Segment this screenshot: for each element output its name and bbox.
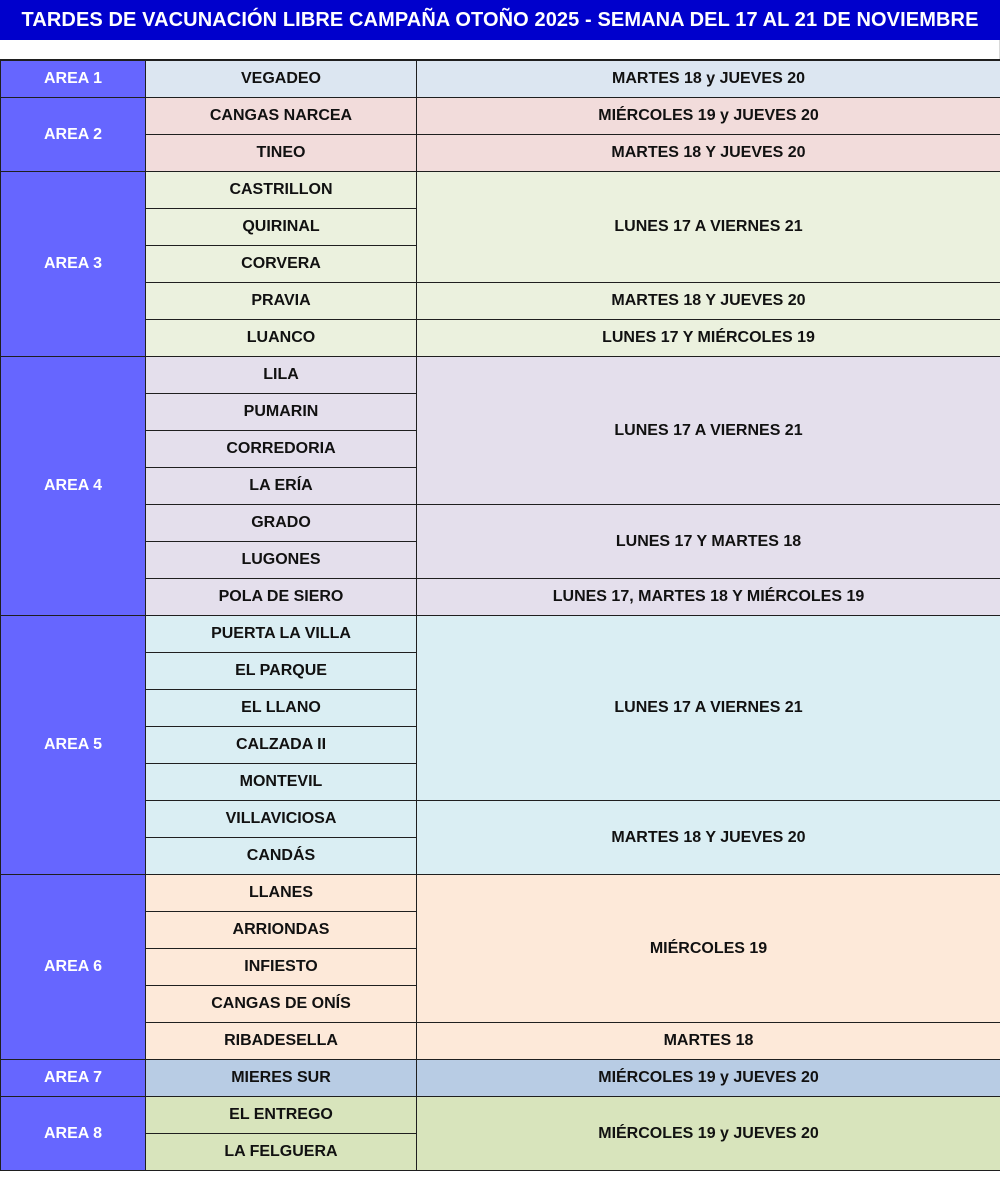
table-row <box>1 579 1000 616</box>
table-row <box>1 172 1000 209</box>
area-label: AREA 7 <box>1 1060 146 1097</box>
health-center-name: EL PARQUE <box>146 653 417 690</box>
vaccination-days: MIÉRCOLES 19 y JUEVES 20 <box>417 1060 1000 1097</box>
health-center-name: CANGAS DE ONÍS <box>146 986 417 1023</box>
health-center-name: VILLAVICIOSA <box>146 801 417 838</box>
table-row <box>1 135 1000 172</box>
area-label: AREA 8 <box>1 1097 146 1171</box>
table-row <box>1 320 1000 357</box>
health-center-name: CORREDORIA <box>146 431 417 468</box>
schedule-body <box>1 60 1000 1171</box>
table-row <box>1 1023 1000 1060</box>
vaccination-days: MIÉRCOLES 19 y JUEVES 20 <box>417 98 1000 135</box>
table-row <box>1 98 1000 135</box>
health-center-name: VEGADEO <box>146 60 417 98</box>
health-center-name: LA ERÍA <box>146 468 417 505</box>
health-center-name: CASTRILLON <box>146 172 417 209</box>
area-label: AREA 4 <box>1 357 146 616</box>
table-row <box>1 616 1000 653</box>
vaccination-days: LUNES 17, MARTES 18 Y MIÉRCOLES 19 <box>417 579 1000 616</box>
health-center-name: PUMARIN <box>146 394 417 431</box>
health-center-name: MONTEVIL <box>146 764 417 801</box>
table-row <box>1 1060 1000 1097</box>
health-center-name: POLA DE SIERO <box>146 579 417 616</box>
table-row <box>1 283 1000 320</box>
vaccination-days: MARTES 18 Y JUEVES 20 <box>417 135 1000 172</box>
table-row <box>1 1097 1000 1134</box>
area-label: AREA 1 <box>1 60 146 98</box>
health-center-name: LLANES <box>146 875 417 912</box>
blank-row <box>0 40 1000 59</box>
health-center-name: TINEO <box>146 135 417 172</box>
table-row <box>1 60 1000 98</box>
health-center-name: EL ENTREGO <box>146 1097 417 1134</box>
vaccination-days: MARTES 18 Y JUEVES 20 <box>417 283 1000 320</box>
area-label: AREA 6 <box>1 875 146 1060</box>
health-center-name: INFIESTO <box>146 949 417 986</box>
health-center-name: RIBADESELLA <box>146 1023 417 1060</box>
vaccination-days: LUNES 17 A VIERNES 21 <box>417 172 1000 283</box>
vaccination-schedule-table <box>0 59 1000 1171</box>
health-center-name: MIERES SUR <box>146 1060 417 1097</box>
vaccination-days: LUNES 17 A VIERNES 21 <box>417 616 1000 801</box>
health-center-name: QUIRINAL <box>146 209 417 246</box>
vaccination-days: MARTES 18 <box>417 1023 1000 1060</box>
health-center-name: PUERTA LA VILLA <box>146 616 417 653</box>
health-center-name: LUGONES <box>146 542 417 579</box>
table-row <box>1 875 1000 912</box>
health-center-name: GRADO <box>146 505 417 542</box>
health-center-name: LILA <box>146 357 417 394</box>
vaccination-days: MIÉRCOLES 19 y JUEVES 20 <box>417 1097 1000 1171</box>
area-label: AREA 2 <box>1 98 146 172</box>
health-center-name: CANDÁS <box>146 838 417 875</box>
vaccination-days: MIÉRCOLES 19 <box>417 875 1000 1023</box>
health-center-name: EL LLANO <box>146 690 417 727</box>
health-center-name: ARRIONDAS <box>146 912 417 949</box>
vaccination-days: MARTES 18 Y JUEVES 20 <box>417 801 1000 875</box>
vaccination-days: LUNES 17 Y MIÉRCOLES 19 <box>417 320 1000 357</box>
health-center-name: LUANCO <box>146 320 417 357</box>
area-label: AREA 3 <box>1 172 146 357</box>
table-row <box>1 505 1000 542</box>
vaccination-days: LUNES 17 A VIERNES 21 <box>417 357 1000 505</box>
health-center-name: CORVERA <box>146 246 417 283</box>
health-center-name: CALZADA II <box>146 727 417 764</box>
table-row <box>1 801 1000 838</box>
vaccination-days: MARTES 18 y JUEVES 20 <box>417 60 1000 98</box>
health-center-name: CANGAS NARCEA <box>146 98 417 135</box>
area-label: AREA 5 <box>1 616 146 875</box>
vaccination-days: LUNES 17 Y MARTES 18 <box>417 505 1000 579</box>
page-title: TARDES DE VACUNACIÓN LIBRE CAMPAÑA OTOÑO 2025 - SEMANA DEL 17 AL 21 DE NOVIEMBRE <box>0 0 1000 40</box>
table-row <box>1 357 1000 394</box>
health-center-name: PRAVIA <box>146 283 417 320</box>
health-center-name: LA FELGUERA <box>146 1134 417 1171</box>
